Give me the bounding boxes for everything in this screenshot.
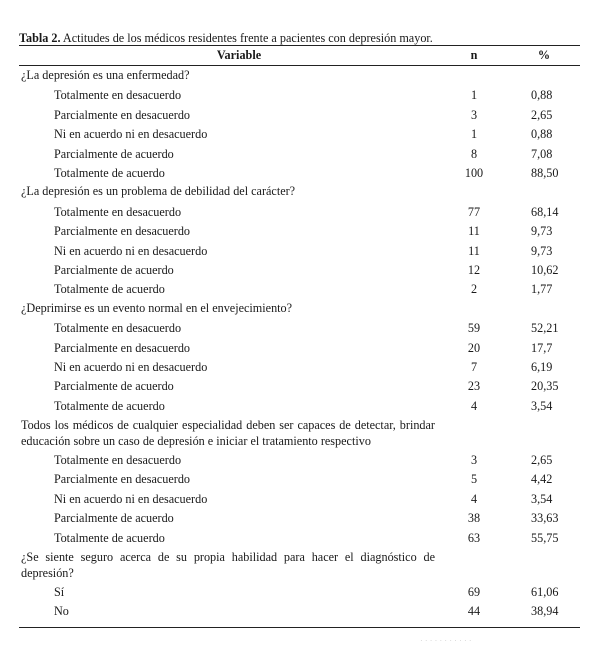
response-percent: 20,35 [531,379,559,394]
response-count: 2 [470,282,478,297]
question-text: ¿Se siente seguro acerca de su propia habilidad para hacer el diagnóstico de depresión? [21,550,435,581]
response-label: Parcialmente de acuerdo [54,511,174,526]
response-count: 4 [470,398,478,413]
table-row [19,396,580,415]
response-percent: 17,7 [531,340,553,355]
response-label: Parcialmente en desacuerdo [54,107,191,122]
response-percent: 3,54 [531,398,553,413]
response-count: 38 [467,511,481,526]
question-section [19,299,580,415]
response-label: Totalmente de acuerdo [54,398,165,413]
response-count: 1 [470,88,478,103]
response-percent: 3,54 [531,491,553,506]
response-label: Totalmente en desacuerdo [54,204,182,219]
table-row [19,489,580,508]
response-percent: 68,14 [531,204,559,219]
response-label: Totalmente en desacuerdo [54,88,182,103]
table-row [19,318,580,337]
question-section [19,66,580,182]
table-row [19,124,580,143]
response-label: Ni en acuerdo ni en desacuerdo [54,243,208,258]
question-section [19,415,580,547]
table-row [19,528,580,547]
response-percent: 52,21 [531,321,559,336]
table-header [19,46,580,66]
table-bottom-spacer [19,621,580,627]
table-row [19,582,580,601]
table-row [19,105,580,124]
response-count: 23 [467,379,481,394]
response-percent: 7,08 [531,146,553,161]
table-caption [19,31,589,46]
response-count: 5 [470,472,478,487]
response-count: 77 [467,204,481,219]
response-count: 11 [468,243,480,258]
question-section [19,547,580,621]
attitudes-table [19,45,580,628]
response-label: Totalmente en desacuerdo [54,453,182,468]
response-percent: 6,19 [531,359,553,374]
table-row [19,338,580,357]
response-count: 59 [467,321,481,336]
response-count: 8 [470,146,478,161]
response-count: 4 [470,491,478,506]
table-caption-label: Tabla 2. [19,31,61,45]
response-label: Parcialmente en desacuerdo [54,340,191,355]
table-row [19,376,580,395]
response-percent: 9,73 [531,224,553,239]
header-variable: Variable [216,48,262,62]
response-label: Ni en acuerdo ni en desacuerdo [54,127,208,142]
response-percent: 0,88 [531,88,553,103]
response-percent: 38,94 [531,604,559,619]
response-label: Ni en acuerdo ni en desacuerdo [54,491,208,506]
response-percent: 88,50 [531,165,559,180]
response-label: Totalmente en desacuerdo [54,321,182,336]
response-label: Parcialmente en desacuerdo [54,472,191,487]
table-row [19,279,580,298]
question-section [19,182,580,298]
response-label: Parcialmente de acuerdo [54,146,174,161]
table-row [19,144,580,163]
table-row [19,202,580,221]
response-label: Totalmente de acuerdo [54,165,165,180]
header-n: n [470,48,478,62]
response-percent: 9,73 [531,243,553,258]
response-percent: 2,65 [531,107,553,122]
response-percent: 33,63 [531,511,559,526]
response-percent: 1,77 [531,282,553,297]
table-row [19,357,580,376]
table-caption-text: Actitudes de los médicos residentes frente a pacientes con depresión mayor. [60,31,433,45]
response-percent: 4,42 [531,472,553,487]
response-label: Parcialmente de acuerdo [54,379,174,394]
response-count: 100 [464,165,484,180]
response-percent: 55,75 [531,530,559,545]
question-text: ¿La depresión es una enfermedad? [21,68,190,82]
response-count: 63 [467,530,481,545]
response-percent: 61,06 [531,585,559,600]
response-label: Parcialmente en desacuerdo [54,224,191,239]
response-count: 12 [467,262,481,277]
response-count: 11 [468,224,480,239]
response-label: Totalmente de acuerdo [54,282,165,297]
question-text: Todos los médicos de cualquier especialidad deben ser capaces de detectar, brindar educación sobre un caso de depresión e iniciar el tratamiento respectivo [21,418,435,449]
response-count: 44 [467,604,481,619]
response-label: Ni en acuerdo ni en desacuerdo [54,359,208,374]
table-row [19,241,580,260]
question-text: ¿Deprimirse es un evento normal en el envejecimiento? [21,300,293,315]
response-label: Sí [54,585,65,600]
table-row [19,469,580,488]
table-row [19,260,580,279]
table-body [19,66,580,621]
table-row [19,508,580,527]
response-label: No [54,604,69,619]
response-count: 1 [470,127,478,142]
faint-footer-text: · · · · · · · · · · · [420,636,472,645]
table-row [19,450,580,469]
response-percent: 2,65 [531,453,553,468]
response-count: 69 [467,585,481,600]
table-row [19,163,580,182]
response-count: 3 [470,453,478,468]
table-row [19,85,580,104]
response-label: Totalmente de acuerdo [54,530,165,545]
response-label: Parcialmente de acuerdo [54,262,174,277]
response-count: 3 [470,107,478,122]
question-text: ¿La depresión es un problema de debilidad del carácter? [21,184,296,199]
response-count: 7 [470,359,478,374]
response-percent: 0,88 [531,127,553,142]
table-row [19,221,580,240]
header-percent: % [537,48,551,62]
response-count: 20 [467,340,481,355]
table-row [19,601,580,620]
response-percent: 10,62 [531,262,559,277]
